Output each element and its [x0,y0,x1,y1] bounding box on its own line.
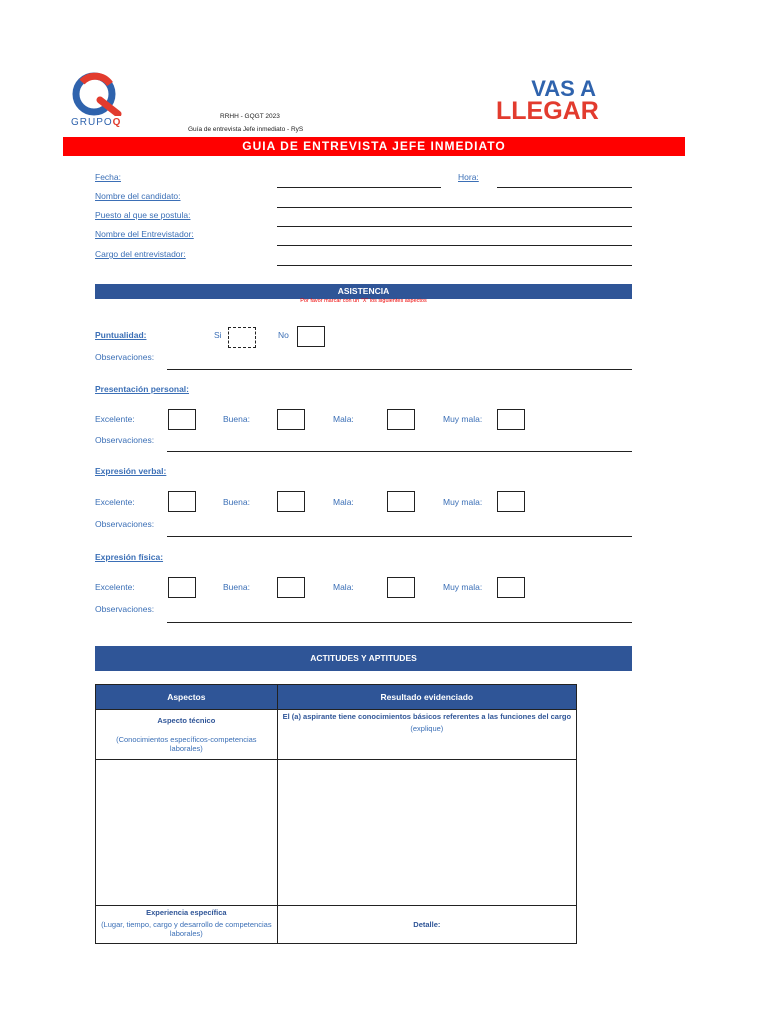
presentacion-observaciones-label: Observaciones: [95,435,155,445]
actitudes-band [95,646,632,671]
tecnico-explique: (explique) [410,724,444,733]
fisica-muy-mala-label: Muy mala: [443,582,483,592]
puntualidad-observaciones-label: Observaciones: [95,352,155,362]
logo-word: GRUPO [71,117,113,128]
verbal-excelente-label: Excelente: [95,497,135,507]
verbal-observaciones-label: Observaciones: [95,519,155,529]
detalle-label: Detalle: [413,920,441,929]
experiencia-desc: (Lugar, tiempo, cargo y desarrollo de competencias laborales) [101,920,272,938]
fisica-mala-checkbox[interactable] [387,577,415,598]
actitudes-title: ACTITUDES Y APTITUDES [310,653,417,663]
hora-label: Hora: [458,172,479,182]
resultado-header: Resultado evidenciado [277,685,576,710]
verbal-observaciones-line[interactable] [167,536,632,537]
verbal-muy-mala-checkbox[interactable] [497,491,525,512]
verbal-muy-mala-label: Muy mala: [443,497,483,507]
si-label: Si [214,330,222,340]
fecha-label: Fecha: [95,172,121,182]
puntualidad-observaciones-line[interactable] [167,369,632,370]
experiencia-title: Experiencia específica [146,908,227,917]
vas-a-llegar-logo [496,76,599,125]
entrevistador-line[interactable] [277,245,632,246]
presentacion-muy-mala-label: Muy mala: [443,414,483,424]
document-code: RRHH - GQGT 2023 [220,113,280,120]
aspectos-header: Aspectos [96,685,278,710]
logo-line2: LLEGAR [496,97,599,125]
aspectos-table [95,684,577,944]
blank-aspect-cell[interactable] [96,760,278,906]
presentacion-mala-label: Mala: [333,414,354,424]
cargo-line[interactable] [277,265,632,266]
detalle-cell[interactable] [277,906,576,944]
grupoq-logo [68,72,130,132]
title-bar [63,137,685,156]
presentacion-buena-checkbox[interactable] [277,409,305,430]
verbal-label: Expresión verbal: [95,466,167,476]
puntualidad-label: Puntualidad: [95,330,147,340]
verbal-buena-label: Buena: [223,497,250,507]
puesto-line[interactable] [277,226,632,227]
document-subtitle: Guía de entrevista Jefe inmediato - RyS [188,126,304,133]
verbal-mala-checkbox[interactable] [387,491,415,512]
presentacion-label: Presentación personal: [95,384,190,394]
fecha-line[interactable] [277,187,441,188]
table-row [96,760,577,906]
fisica-observaciones-label: Observaciones: [95,604,155,614]
experiencia-cell [96,906,278,944]
verbal-mala-label: Mala: [333,497,354,507]
page-title: GUIA DE ENTREVISTA JEFE INMEDIATO [242,139,506,153]
presentacion-muy-mala-checkbox[interactable] [497,409,525,430]
presentacion-observaciones-line[interactable] [167,451,632,452]
tecnico-result-cell [277,710,576,760]
presentacion-excelente-label: Excelente: [95,414,135,424]
fisica-buena-checkbox[interactable] [277,577,305,598]
presentacion-buena-label: Buena: [223,414,250,424]
fisica-label: Expresión física: [95,552,164,562]
tecnico-title: Aspecto técnico [157,716,216,725]
fisica-observaciones-line[interactable] [167,622,632,623]
table-row [96,906,577,944]
candidato-line[interactable] [277,207,632,208]
asistencia-title: ASISTENCIA [337,286,390,296]
cargo-label: Cargo del entrevistador: [95,249,186,259]
table-header-row [96,685,577,710]
hora-line[interactable] [497,187,632,188]
logo-line1: VAS A [531,76,596,101]
no-label: No [278,330,289,340]
logo-letter: Q [112,117,122,128]
entrevistador-label: Nombre del Entrevistador: [95,229,194,239]
fisica-excelente-checkbox[interactable] [168,577,196,598]
presentacion-mala-checkbox[interactable] [387,409,415,430]
tecnico-result: El (a) aspirante tiene conocimientos básicos referentes a las funciones del cargo [282,712,572,721]
fisica-buena-label: Buena: [223,582,250,592]
blank-result-cell[interactable] [277,760,576,906]
candidato-label: Nombre del candidato: [95,191,181,201]
asistencia-band [95,284,632,299]
fisica-mala-label: Mala: [333,582,354,592]
verbal-excelente-checkbox[interactable] [168,491,196,512]
si-checkbox[interactable] [228,327,256,348]
tecnico-desc: (Conocimientos específicos-competencias laborales) [116,735,257,753]
presentacion-excelente-checkbox[interactable] [168,409,196,430]
fisica-muy-mala-checkbox[interactable] [497,577,525,598]
verbal-buena-checkbox[interactable] [277,491,305,512]
table-row [96,710,577,760]
fisica-excelente-label: Excelente: [95,582,135,592]
no-checkbox[interactable] [297,326,325,347]
tecnico-cell [96,710,278,760]
q-logo-icon [70,72,130,116]
asistencia-note: Por favor marcar con un "X" los siguientes aspectos [300,298,427,304]
puesto-label: Puesto al que se postula: [95,210,191,220]
